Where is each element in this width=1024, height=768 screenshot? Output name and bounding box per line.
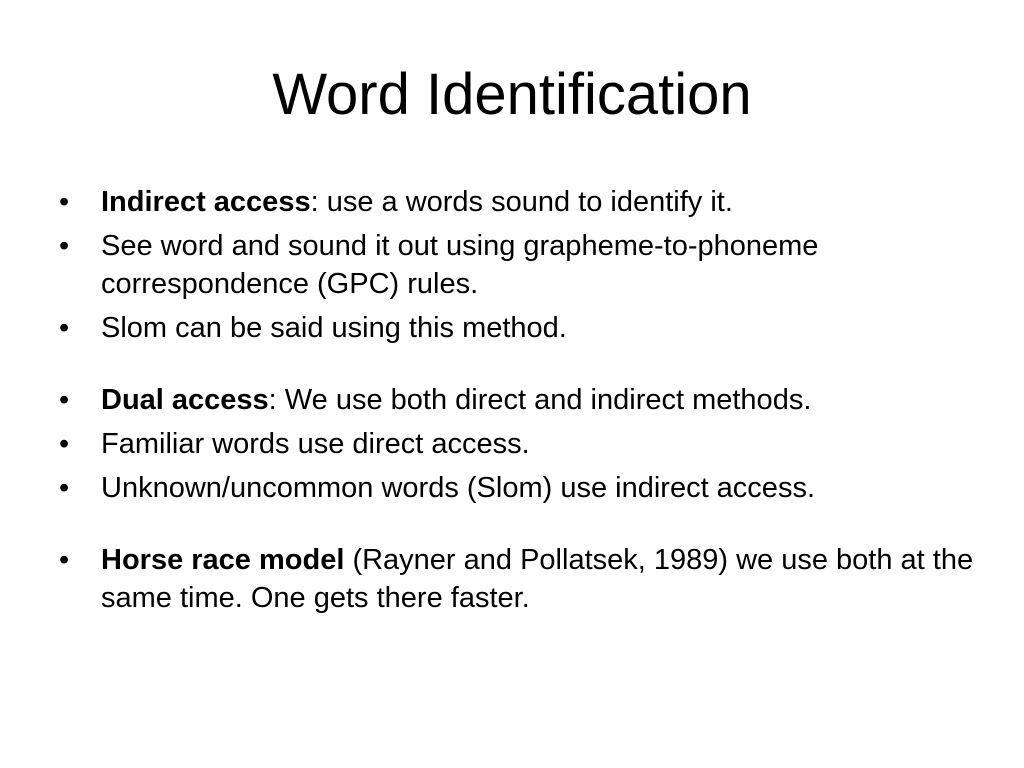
bullet-item-horse-race-model bbox=[55, 541, 985, 617]
bullet-list bbox=[55, 183, 985, 623]
bullet-icon: • bbox=[59, 312, 70, 344]
bullet-term: Horse race model bbox=[101, 544, 345, 576]
bullet-icon: • bbox=[59, 428, 70, 460]
bullet-text: (Rayner and Pollatsek, 1989) we use both at the same time. One gets there faster. bbox=[101, 544, 974, 614]
bullet-item-dual-access bbox=[55, 381, 985, 419]
bullet-item-indirect-access bbox=[55, 183, 985, 221]
bullet-icon: • bbox=[59, 186, 70, 218]
bullet-icon: • bbox=[59, 230, 70, 262]
bullet-text: : We use both direct and indirect methods. bbox=[268, 384, 812, 416]
bullet-text: Slom can be said using this method. bbox=[101, 312, 567, 344]
bullet-item-gpc-rules bbox=[55, 227, 985, 303]
bullet-text: See word and sound it out using grapheme-to-phoneme correspondence (GPC) rules. bbox=[101, 230, 819, 300]
bullet-text: Familiar words use direct access. bbox=[101, 428, 530, 460]
bullet-icon: • bbox=[59, 544, 70, 576]
slide-title: Word Identification bbox=[272, 62, 752, 127]
bullet-text: Unknown/uncommon words (Slom) use indirect access. bbox=[101, 472, 815, 504]
bullet-item-unknown-words bbox=[55, 469, 985, 507]
bullet-item-slom-method bbox=[55, 309, 985, 347]
bullet-text: : use a words sound to identify it. bbox=[310, 186, 733, 218]
bullet-item-familiar-words bbox=[55, 425, 985, 463]
bullet-icon: • bbox=[59, 472, 70, 504]
bullet-icon: • bbox=[59, 384, 70, 416]
bullet-term: Indirect access bbox=[101, 186, 311, 218]
bullet-term: Dual access bbox=[101, 384, 269, 416]
